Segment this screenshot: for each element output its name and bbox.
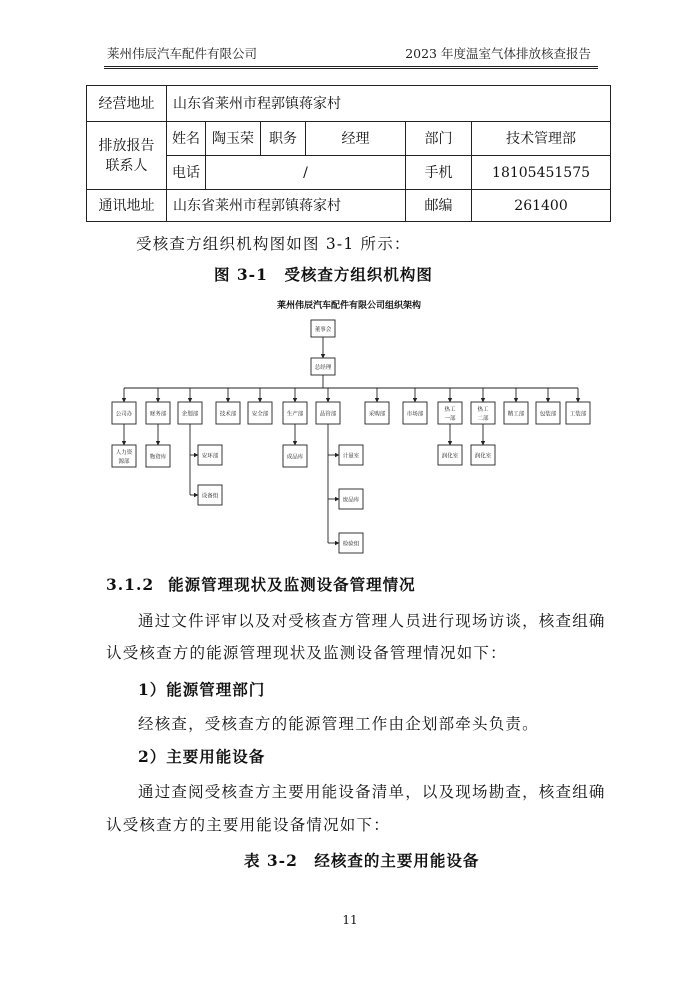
org-node-dept-8 [403,402,427,424]
para2-line1: 通过查阅受核查方主要用能设备清单，以及现场勘查，核查组确 [138,783,606,801]
item2-heading: 2）主要用能设备 [138,747,266,766]
org-node-dept-2-label: 企划部 [181,411,199,418]
para2-line2: 认受核查方的主要用能设备情况如下： [106,816,390,834]
org-node-waste-label: 废品库 [342,497,360,504]
org-node-dept-7-label: 采购部 [368,411,386,418]
org-node-dept-8-label: 市场部 [406,411,424,418]
org-node-dept-4 [248,402,272,424]
department-value: 技术管理部 [472,122,611,156]
name-value: 陶玉荣 [206,122,261,156]
org-node-waste [339,489,363,509]
business-address-label: 经营地址 [87,86,167,122]
org-node-lube-1-label: 润化室 [441,453,459,460]
org-node-dept-2 [178,402,202,424]
contact-person-label [87,122,167,190]
org-node-dept-5 [283,402,307,424]
org-node-dept-9-label: 一部 [444,416,456,422]
org-node-gm-label: 总经理 [314,365,332,371]
org-node-dept-9-label: 热工 [444,407,456,413]
position-value: 经理 [306,122,406,156]
mobile-label: 手机 [406,156,472,190]
para1-line1: 通过文件评审以及对受核查方管理人员进行现场访谈，核查组确 [138,612,606,630]
org-node-dept-6-label: 品管部 [319,411,337,418]
org-node-finished-label: 成品库 [286,454,304,461]
org-node-dept-11-label: 精工部 [507,411,525,418]
org-node-dept-1 [146,402,170,424]
table-caption: 表 3-2 经核查的主要用能设备 [244,851,480,870]
org-node-dept-0 [112,402,136,424]
contact-info-table [86,85,611,222]
org-node-lube-1 [438,445,462,465]
org-node-safety-env [198,445,222,465]
org-node-metrology-label: 计量室 [342,453,360,460]
phone-value: / [206,156,406,190]
item1-text: 经核查，受核查方的能源管理工作由企划部牵头负责。 [138,715,539,733]
org-node-dept-12-label: 包装部 [539,411,557,418]
org-node-dept-10 [471,402,495,424]
org-node-inspection-label: 检验组 [342,541,360,548]
org-node-inspection [339,533,363,553]
org-chart [100,295,598,557]
section-heading [106,573,416,595]
org-node-safety-env-label: 安环部 [201,453,219,460]
org-node-materials-label: 物资库 [149,454,167,461]
org-node-dept-12 [536,402,560,424]
section-number: 3.1.2 [106,575,155,594]
header-report-title: 2023 年度温室气体排放核查报告 [405,46,591,61]
org-node-dept-3 [216,402,240,424]
mobile-value: 18105451575 [472,156,611,190]
org-node-equipment [198,485,222,505]
position-label: 职务 [261,122,306,156]
org-node-dept-5-label: 生产部 [286,411,304,418]
org-node-board-label: 董事会 [314,327,332,333]
org-node-lube-2-label: 润化室 [474,453,492,460]
mail-address-label: 通讯地址 [87,190,167,222]
section-title: 能源管理现状及监测设备管理情况 [168,575,416,594]
name-label: 姓名 [167,122,206,156]
header-rule-second [104,68,598,69]
org-node-dept-7 [365,402,389,424]
org-node-dept-13-label: 工装部 [569,411,587,418]
org-node-dept-10-label: 热工 [477,407,489,413]
org-node-dept-9 [438,402,462,424]
figure-caption: 图 3-1 受核查方组织机构图 [214,265,433,284]
para1-line2: 认受核查方的能源管理现状及监测设备管理情况如下： [106,644,507,662]
org-node-gm [311,358,335,375]
org-node-equipment-label: 设备组 [201,493,219,500]
org-node-dept-1-label: 财务部 [149,411,167,418]
org-node-dept-0-label: 公司办 [115,411,133,418]
postcode-label: 邮编 [406,190,472,222]
org-node-metrology [339,445,363,465]
org-node-dept-10-label: 二部 [477,416,489,422]
org-node-dept-3-label: 技术部 [219,411,237,418]
page-number: 11 [342,913,358,927]
org-node-dept-11 [504,402,528,424]
org-node-lube-2 [471,445,495,465]
item1-heading: 1）能源管理部门 [138,680,266,699]
org-node-dept-4-label: 安全部 [251,411,269,418]
phone-label: 电话 [167,156,206,190]
org-node-board [311,320,335,337]
business-address-value: 山东省莱州市程郭镇蒋家村 [167,86,611,122]
org-node-hr [112,445,136,467]
mail-address-value: 山东省莱州市程郭镇蒋家村 [167,190,406,222]
contact-label-line2: 联系人 [105,157,148,174]
org-node-materials [146,445,170,467]
department-label: 部门 [406,122,472,156]
org-node-dept-6 [316,402,340,424]
contact-label-line1: 排放报告 [98,137,155,154]
org-node-finished [283,445,307,467]
org-chart-title: 莱州伟辰汽车配件有限公司组织架构 [276,301,422,311]
org-node-dept-13 [566,402,590,424]
header-rule [104,66,598,67]
intro-text: 受核查方组织机构图如图 3-1 所示： [136,235,411,253]
org-node-hr-label: 人力资 [115,450,133,456]
postcode-value: 261400 [472,190,611,222]
header-company: 莱州伟辰汽车配件有限公司 [107,46,258,61]
org-node-hr-label: 源部 [118,459,130,465]
